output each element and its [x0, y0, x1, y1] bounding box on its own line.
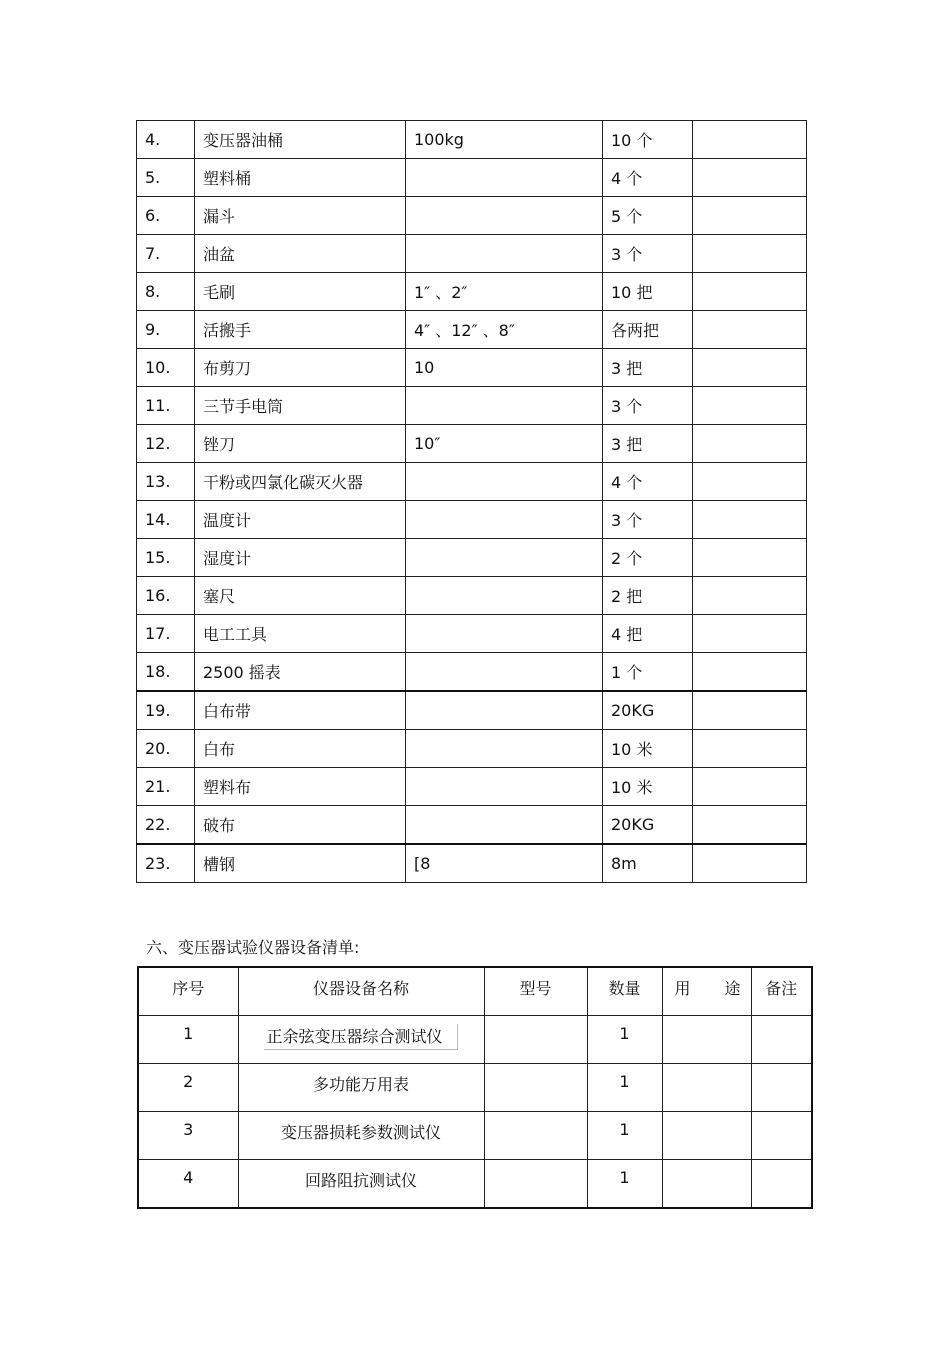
tool-serial-no: 13.	[137, 463, 195, 501]
tool-quantity: 10 米	[603, 730, 693, 768]
instrument-remark	[751, 1064, 812, 1112]
tool-serial-no: 6.	[137, 197, 195, 235]
tool-note	[693, 615, 807, 653]
header-serial-no: 序号	[138, 967, 238, 1016]
tool-note	[693, 121, 807, 159]
instrument-quantity: 1	[587, 1064, 662, 1112]
tool-serial-no: 21.	[137, 768, 195, 806]
instrument-usage	[662, 1112, 751, 1160]
tool-spec	[406, 159, 603, 197]
instrument-name: 正余弦变压器综合测试仪	[264, 1024, 457, 1050]
header-usage-part-2: 途	[724, 979, 741, 998]
tool-row	[137, 121, 807, 159]
tool-note	[693, 539, 807, 577]
tool-note	[693, 159, 807, 197]
instrument-name: 回路阻抗测试仪	[238, 1160, 484, 1209]
header-model: 型号	[484, 967, 587, 1016]
tool-spec	[406, 768, 603, 806]
tool-row	[137, 273, 807, 311]
tool-note	[693, 425, 807, 463]
tool-quantity: 3 把	[603, 349, 693, 387]
tool-serial-no: 19.	[137, 691, 195, 730]
tool-serial-no: 14.	[137, 501, 195, 539]
tools-table-body	[137, 121, 807, 883]
tool-name: 油盆	[195, 235, 406, 273]
instrument-usage	[662, 1064, 751, 1112]
tool-serial-no: 5.	[137, 159, 195, 197]
tool-quantity: 2 把	[603, 577, 693, 615]
tool-quantity: 4 个	[603, 463, 693, 501]
header-quantity: 数量	[587, 967, 662, 1016]
tool-note	[693, 197, 807, 235]
tool-serial-no: 8.	[137, 273, 195, 311]
tool-name: 白布带	[195, 691, 406, 730]
tool-note	[693, 730, 807, 768]
tool-row	[137, 501, 807, 539]
tool-spec	[406, 691, 603, 730]
tool-name: 漏斗	[195, 197, 406, 235]
tool-row	[137, 615, 807, 653]
tool-spec	[406, 577, 603, 615]
tool-spec	[406, 730, 603, 768]
tool-serial-no: 17.	[137, 615, 195, 653]
tool-serial-no: 9.	[137, 311, 195, 349]
instrument-name: 多功能万用表	[238, 1064, 484, 1112]
tool-row	[137, 197, 807, 235]
tool-name: 塑料桶	[195, 159, 406, 197]
header-instrument-name: 仪器设备名称	[238, 967, 484, 1016]
tool-name: 破布	[195, 806, 406, 845]
instrument-serial-no: 2	[138, 1064, 238, 1112]
tool-quantity: 4 个	[603, 159, 693, 197]
tool-quantity: 10 米	[603, 768, 693, 806]
tool-spec: 10″	[406, 425, 603, 463]
tool-spec: [8	[406, 844, 603, 883]
tool-spec	[406, 235, 603, 273]
tool-row	[137, 768, 807, 806]
tool-spec	[406, 615, 603, 653]
instrument-table	[137, 966, 813, 1209]
tool-quantity: 3 个	[603, 387, 693, 425]
instrument-model	[484, 1064, 587, 1112]
instrument-serial-no: 3	[138, 1112, 238, 1160]
instrument-name-cell	[238, 1016, 484, 1064]
tool-serial-no: 23.	[137, 844, 195, 883]
tool-note	[693, 577, 807, 615]
header-remark: 备注	[751, 967, 812, 1016]
tool-spec: 100kg	[406, 121, 603, 159]
instrument-remark	[751, 1112, 812, 1160]
tool-note	[693, 273, 807, 311]
tool-serial-no: 16.	[137, 577, 195, 615]
instrument-model	[484, 1112, 587, 1160]
tool-serial-no: 7.	[137, 235, 195, 273]
header-usage	[662, 967, 751, 1016]
tool-serial-no: 4.	[137, 121, 195, 159]
tool-name: 干粉或四氯化碳灭火器	[195, 463, 406, 501]
tool-note	[693, 691, 807, 730]
instrument-row	[138, 1112, 812, 1160]
tool-row	[137, 691, 807, 730]
usage-header-wrapper	[663, 976, 751, 999]
tool-name: 湿度计	[195, 539, 406, 577]
tool-name: 活搬手	[195, 311, 406, 349]
tool-serial-no: 18.	[137, 653, 195, 692]
instrument-name: 变压器损耗参数测试仪	[238, 1112, 484, 1160]
tool-serial-no: 15.	[137, 539, 195, 577]
instrument-row	[138, 1160, 812, 1209]
tool-note	[693, 806, 807, 845]
tool-row	[137, 463, 807, 501]
tool-name: 锉刀	[195, 425, 406, 463]
tool-spec	[406, 501, 603, 539]
tool-note	[693, 844, 807, 883]
instrument-quantity: 1	[587, 1112, 662, 1160]
instrument-usage	[662, 1160, 751, 1209]
tool-spec	[406, 197, 603, 235]
tool-spec: 4″ 、12″ 、8″	[406, 311, 603, 349]
tool-serial-no: 10.	[137, 349, 195, 387]
tool-name: 温度计	[195, 501, 406, 539]
tool-quantity: 10 把	[603, 273, 693, 311]
tool-row	[137, 349, 807, 387]
tool-name: 毛刷	[195, 273, 406, 311]
tool-note	[693, 235, 807, 273]
tool-spec	[406, 653, 603, 692]
tool-spec: 1″ 、2″	[406, 273, 603, 311]
tool-row	[137, 311, 807, 349]
tool-note	[693, 768, 807, 806]
tool-name: 变压器油桶	[195, 121, 406, 159]
tool-row	[137, 730, 807, 768]
tool-row	[137, 844, 807, 883]
tool-note	[693, 501, 807, 539]
tool-serial-no: 20.	[137, 730, 195, 768]
instrument-model	[484, 1016, 587, 1064]
instrument-table-body	[138, 1016, 812, 1209]
instrument-row	[138, 1064, 812, 1112]
tool-quantity: 20KG	[603, 691, 693, 730]
tool-quantity: 8m	[603, 844, 693, 883]
section-title: 六、变压器试验仪器设备清单:	[146, 938, 360, 957]
tool-quantity: 各两把	[603, 311, 693, 349]
instrument-remark	[751, 1016, 812, 1064]
tool-row	[137, 577, 807, 615]
tool-row	[137, 539, 807, 577]
tool-note	[693, 311, 807, 349]
tool-spec	[406, 539, 603, 577]
tool-note	[693, 463, 807, 501]
tool-name: 三节手电筒	[195, 387, 406, 425]
tool-quantity: 1 个	[603, 653, 693, 692]
tool-name: 电工工具	[195, 615, 406, 653]
tool-quantity: 3 把	[603, 425, 693, 463]
instrument-usage	[662, 1016, 751, 1064]
tool-name: 白布	[195, 730, 406, 768]
tool-row	[137, 806, 807, 845]
instrument-remark	[751, 1160, 812, 1209]
tool-quantity: 10 个	[603, 121, 693, 159]
tool-quantity: 5 个	[603, 197, 693, 235]
instrument-table-header-row	[138, 967, 812, 1016]
tool-row	[137, 387, 807, 425]
tools-table	[136, 120, 807, 883]
tool-spec: 10	[406, 349, 603, 387]
tool-row	[137, 653, 807, 692]
tool-row	[137, 235, 807, 273]
instrument-serial-no: 1	[138, 1016, 238, 1064]
tool-name: 2500 摇表	[195, 653, 406, 692]
tool-quantity: 3 个	[603, 501, 693, 539]
header-usage-part-1: 用	[674, 979, 691, 998]
tool-quantity: 3 个	[603, 235, 693, 273]
tool-spec	[406, 806, 603, 845]
tool-quantity: 4 把	[603, 615, 693, 653]
tool-row	[137, 425, 807, 463]
tool-spec	[406, 387, 603, 425]
instrument-quantity: 1	[587, 1016, 662, 1064]
tool-name: 布剪刀	[195, 349, 406, 387]
tool-spec	[406, 463, 603, 501]
tool-quantity: 2 个	[603, 539, 693, 577]
instrument-quantity: 1	[587, 1160, 662, 1209]
instrument-serial-no: 4	[138, 1160, 238, 1209]
tool-quantity: 20KG	[603, 806, 693, 845]
tool-row	[137, 159, 807, 197]
tool-note	[693, 653, 807, 692]
instrument-row	[138, 1016, 812, 1064]
instrument-model	[484, 1160, 587, 1209]
tool-name: 塞尺	[195, 577, 406, 615]
tool-note	[693, 349, 807, 387]
tool-note	[693, 387, 807, 425]
tool-name: 槽钢	[195, 844, 406, 883]
tool-serial-no: 22.	[137, 806, 195, 845]
tool-serial-no: 11.	[137, 387, 195, 425]
tool-name: 塑料布	[195, 768, 406, 806]
tool-serial-no: 12.	[137, 425, 195, 463]
